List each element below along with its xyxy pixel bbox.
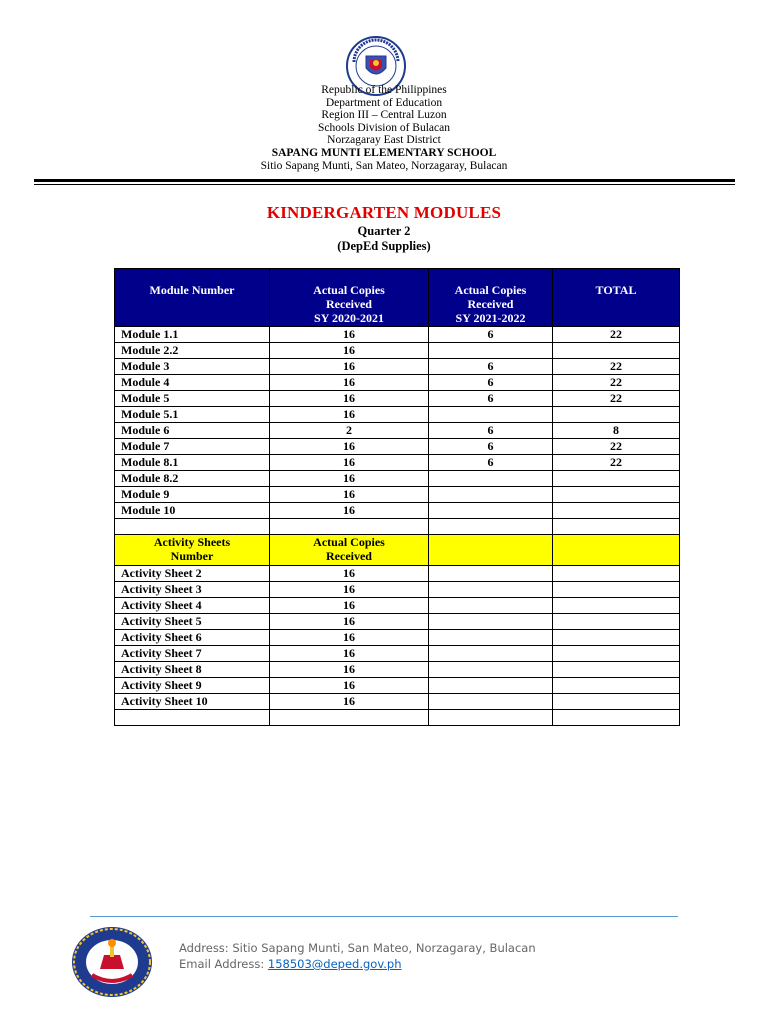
table-cell: [553, 662, 680, 678]
table-cell: [553, 694, 680, 710]
quarter-label: Quarter 2: [357, 224, 411, 238]
table-cell: [553, 614, 680, 630]
table-cell: [553, 678, 680, 694]
table-row: [115, 391, 680, 407]
table-cell: 16: [270, 694, 429, 710]
table-cell: [553, 598, 680, 614]
table-cell: [553, 535, 680, 566]
table-row: [115, 614, 680, 630]
table-cell: 16: [270, 487, 429, 503]
table-cell: 16: [270, 471, 429, 487]
table-row: [115, 327, 680, 343]
row-label: Module 2.2: [115, 343, 270, 359]
table-cell: 6: [429, 455, 553, 471]
table-cell: 8: [553, 423, 680, 439]
document-title: KINDERGARTEN MODULES: [266, 203, 502, 222]
table-cell: [429, 407, 553, 423]
row-label: Activity Sheet 9: [115, 678, 270, 694]
table-row: [115, 630, 680, 646]
footer-contact: [179, 940, 536, 972]
table-cell: 16: [270, 630, 429, 646]
table-cell: 16: [270, 327, 429, 343]
row-label: Module 7: [115, 439, 270, 455]
table-cell: 6: [429, 439, 553, 455]
table-row: [115, 359, 680, 375]
table-cell: [553, 582, 680, 598]
table-cell: 22: [553, 359, 680, 375]
table-cell: [429, 487, 553, 503]
school-logo-icon: [70, 925, 154, 999]
table-cell: 16: [270, 439, 429, 455]
table-cell: 16: [270, 614, 429, 630]
letterhead-line: Schools Division of Bulacan: [318, 121, 450, 134]
table-row: [115, 710, 680, 726]
row-label: Module 3: [115, 359, 270, 375]
table-cell: 6: [429, 423, 553, 439]
table-cell: 6: [429, 359, 553, 375]
table-row: [115, 423, 680, 439]
table-cell: [553, 343, 680, 359]
table-cell: 6: [429, 375, 553, 391]
table-cell: [553, 471, 680, 487]
table-cell: [553, 407, 680, 423]
table-cell: [429, 614, 553, 630]
table-cell: 22: [553, 391, 680, 407]
row-label: Activity Sheet 6: [115, 630, 270, 646]
document-subtitle: [0, 224, 768, 253]
table-cell: 16: [270, 662, 429, 678]
table-row: [115, 455, 680, 471]
table-cell: [429, 519, 553, 535]
table-cell: [553, 519, 680, 535]
header-rule-thin: [34, 184, 735, 185]
table-row: [115, 487, 680, 503]
table-cell: [553, 566, 680, 582]
row-label: Activity Sheet 2: [115, 566, 270, 582]
table-cell: 16: [270, 678, 429, 694]
row-label: Module 5.1: [115, 407, 270, 423]
table-cell: [553, 487, 680, 503]
table-cell: [553, 646, 680, 662]
table-row: [115, 566, 680, 582]
table-cell: [553, 503, 680, 519]
table-row: [115, 646, 680, 662]
table-cell: [270, 710, 429, 726]
row-label: Module 10: [115, 503, 270, 519]
table-cell: 16: [270, 646, 429, 662]
row-label: Module 4: [115, 375, 270, 391]
modules-table: [114, 268, 680, 726]
table-cell: 16: [270, 407, 429, 423]
table-cell: 2: [270, 423, 429, 439]
row-label: Module 6: [115, 423, 270, 439]
footer-email-link[interactable]: 158503@deped.gov.ph: [267, 957, 402, 971]
row-label: Module 5: [115, 391, 270, 407]
table-row: [115, 582, 680, 598]
table-cell: [429, 662, 553, 678]
table-row: [115, 375, 680, 391]
table-cell: [429, 582, 553, 598]
table-cell: [429, 694, 553, 710]
table-cell: [429, 710, 553, 726]
table-cell: [429, 503, 553, 519]
row-label: [115, 519, 270, 535]
table-cell: 22: [553, 439, 680, 455]
table-cell: [429, 598, 553, 614]
table-row: [115, 471, 680, 487]
table-cell: [429, 566, 553, 582]
footer-address: Address: Sitio Sapang Munti, San Mateo, Norzagaray, Bulacan: [179, 941, 536, 955]
activity-header-row: [115, 535, 680, 566]
table-cell: 16: [270, 375, 429, 391]
table-cell: Actual Copies Received: [270, 535, 429, 566]
header-rule-thick: [34, 179, 735, 182]
letterhead-line: Department of Education: [325, 96, 443, 109]
footer-email-label: Email Address:: [179, 957, 268, 971]
table-cell: 16: [270, 359, 429, 375]
table-row: [115, 439, 680, 455]
footer-rule: [90, 916, 678, 917]
row-label: Activity Sheets Number: [115, 535, 270, 566]
row-label: Activity Sheet 7: [115, 646, 270, 662]
column-header: Actual Copies Received SY 2021-2022: [429, 269, 553, 327]
table-cell: 22: [553, 375, 680, 391]
row-label: Activity Sheet 3: [115, 582, 270, 598]
table-cell: 16: [270, 598, 429, 614]
table-row: [115, 694, 680, 710]
table-cell: 16: [270, 582, 429, 598]
row-label: Activity Sheet 10: [115, 694, 270, 710]
row-label: Module 8.1: [115, 455, 270, 471]
table-cell: [429, 646, 553, 662]
table-cell: [270, 519, 429, 535]
table-cell: 16: [270, 391, 429, 407]
table-cell: [429, 678, 553, 694]
table-cell: [429, 630, 553, 646]
letterhead-line: Republic of the Philippines: [321, 84, 447, 96]
school-address: Sitio Sapang Munti, San Mateo, Norzagaray, Bulacan: [260, 159, 508, 172]
table-row: [115, 503, 680, 519]
table-row: [115, 343, 680, 359]
table-row: [115, 407, 680, 423]
table-row: [115, 598, 680, 614]
row-label: [115, 710, 270, 726]
column-header: Actual Copies Received SY 2020-2021: [270, 269, 429, 327]
table-cell: 16: [270, 566, 429, 582]
table-cell: 6: [429, 391, 553, 407]
table-cell: 16: [270, 503, 429, 519]
letterhead-line: Region III – Central Luzon: [321, 109, 447, 122]
table-cell: [429, 535, 553, 566]
row-label: Activity Sheet 5: [115, 614, 270, 630]
column-header: Module Number: [115, 269, 270, 327]
table-cell: [553, 630, 680, 646]
table-row: [115, 519, 680, 535]
school-name: SAPANG MUNTI ELEMENTARY SCHOOL: [271, 146, 497, 159]
table-cell: [429, 471, 553, 487]
row-label: Module 9: [115, 487, 270, 503]
table-cell: 6: [429, 327, 553, 343]
table-cell: 16: [270, 343, 429, 359]
letterhead-line: Norzagaray East District: [327, 134, 441, 147]
table-cell: 22: [553, 327, 680, 343]
letterhead: [0, 84, 768, 172]
table-row: [115, 662, 680, 678]
row-label: Module 1.1: [115, 327, 270, 343]
row-label: Module 8.2: [115, 471, 270, 487]
table-cell: [429, 343, 553, 359]
table-cell: [553, 710, 680, 726]
column-header: TOTAL: [553, 269, 680, 327]
table-cell: 22: [553, 455, 680, 471]
table-header-row: [115, 269, 680, 327]
row-label: Activity Sheet 8: [115, 662, 270, 678]
row-label: Activity Sheet 4: [115, 598, 270, 614]
supplies-label: (DepEd Supplies): [337, 238, 431, 253]
table-cell: 16: [270, 455, 429, 471]
footer-email-line: [179, 956, 536, 972]
table-row: [115, 678, 680, 694]
